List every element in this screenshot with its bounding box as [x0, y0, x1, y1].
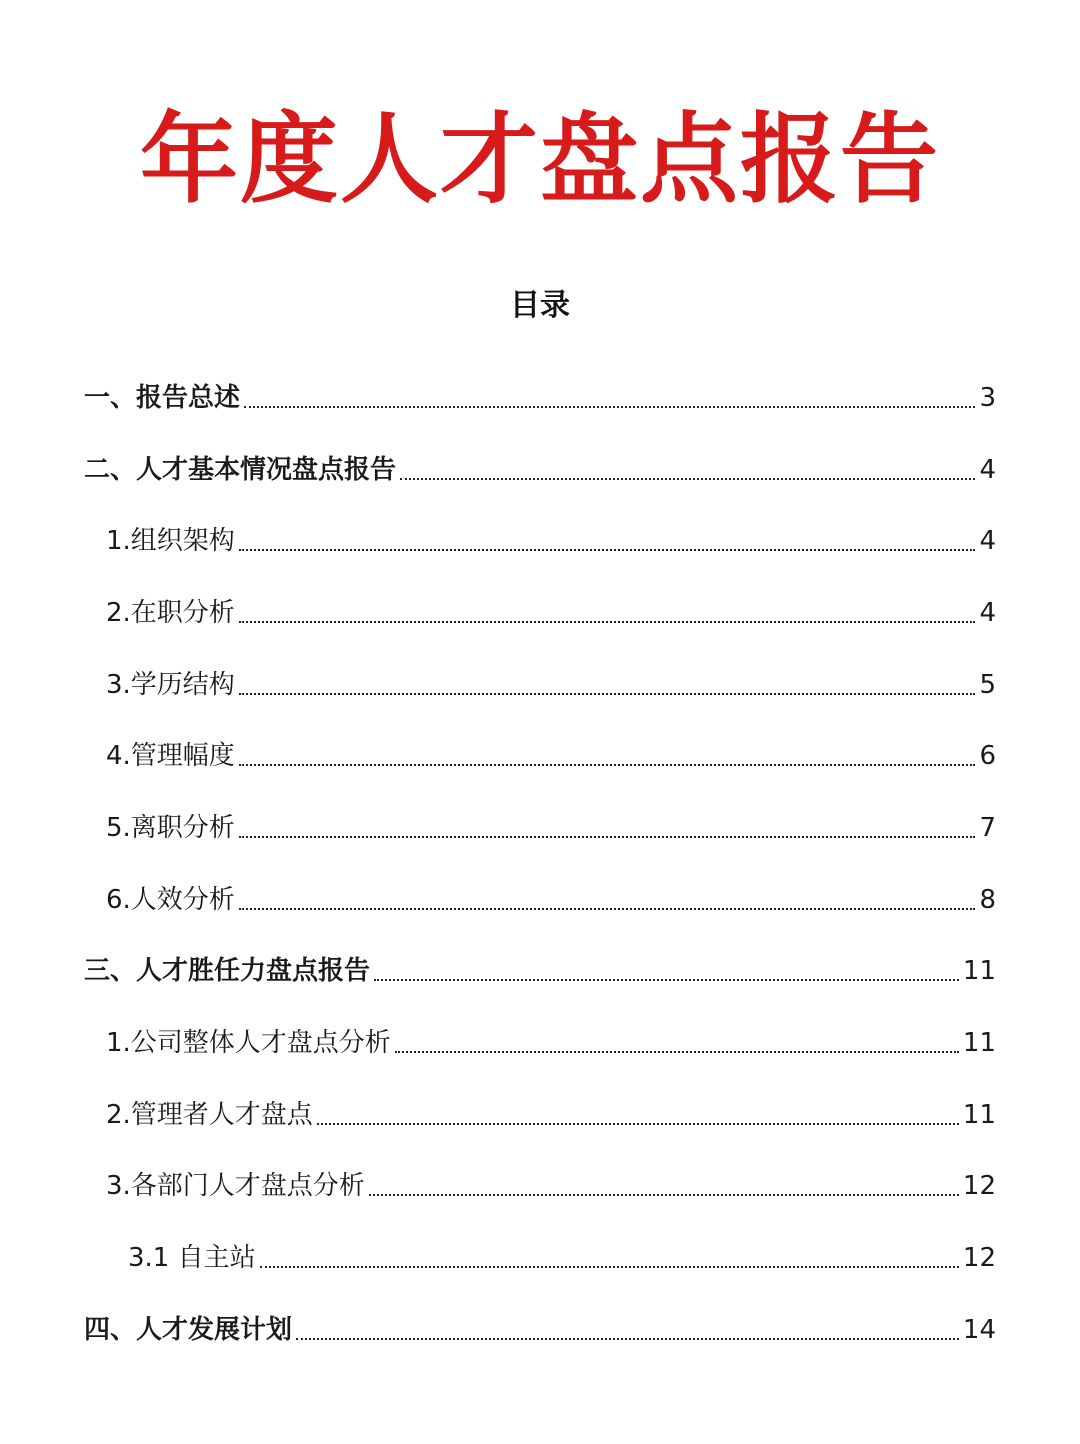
toc-entry-page: 5 [979, 670, 996, 700]
toc-entry-label: 四、人才发展计划 [84, 1315, 293, 1345]
toc-entry[interactable] [106, 661, 996, 705]
toc-entry[interactable] [106, 1019, 996, 1063]
toc-dot-leader [400, 477, 975, 480]
toc-dot-leader [395, 1050, 959, 1053]
toc-entry-page: 8 [979, 885, 996, 915]
toc-entry-label: 一、报告总述 [84, 383, 241, 413]
toc-entry-page: 12 [962, 1243, 996, 1273]
toc-entry-label: 4.管理幅度 [106, 741, 235, 771]
toc-entry[interactable] [106, 517, 996, 561]
toc-entry-page: 11 [962, 1028, 996, 1058]
toc-entry[interactable] [106, 589, 996, 633]
toc-entry-label: 5.离职分析 [106, 813, 235, 843]
toc-heading: 目录 [510, 288, 570, 323]
toc-entry-label: 1.公司整体人才盘点分析 [106, 1028, 391, 1058]
toc-dot-leader [239, 835, 976, 838]
toc-entry[interactable] [106, 804, 996, 848]
toc-dot-leader [239, 548, 976, 551]
toc-entry[interactable] [84, 1306, 996, 1350]
toc-dot-leader [239, 907, 976, 910]
toc-dot-leader [374, 978, 959, 981]
toc-entry-label: 1.组织架构 [106, 526, 235, 556]
toc-dot-leader [369, 1193, 959, 1196]
toc-entry-page: 3 [979, 383, 996, 413]
toc-entry-label: 6.人效分析 [106, 885, 235, 915]
toc-entry-page: 11 [962, 1100, 996, 1130]
toc-entry-label: 2.在职分析 [106, 598, 235, 628]
toc-entry-label: 3.1 自主站 [128, 1243, 256, 1273]
toc-entry-page: 6 [979, 741, 996, 771]
toc-entry[interactable] [106, 876, 996, 920]
toc-entry[interactable] [128, 1234, 996, 1278]
toc-entry-label: 2.管理者人才盘点 [106, 1100, 313, 1130]
toc-entry-label: 3.学历结构 [106, 670, 235, 700]
toc-entry-label: 三、人才胜任力盘点报告 [84, 956, 371, 986]
toc-entry-page: 4 [979, 455, 996, 485]
toc-entry-page: 12 [962, 1171, 996, 1201]
toc-entry[interactable] [106, 732, 996, 776]
toc-entry-page: 14 [962, 1315, 996, 1345]
toc-entry-page: 4 [979, 598, 996, 628]
toc-entry[interactable] [84, 446, 996, 490]
toc-entry-label: 二、人才基本情况盘点报告 [84, 455, 397, 485]
document-title: 年度人才盘点报告 [139, 103, 940, 217]
toc-dot-leader [244, 405, 975, 408]
toc-dot-leader [317, 1122, 959, 1125]
toc-dot-leader [239, 763, 976, 766]
toc-entry[interactable] [84, 374, 996, 418]
toc-dot-leader [296, 1337, 959, 1340]
toc-entry-page: 11 [962, 956, 996, 986]
toc-entry[interactable] [106, 1162, 996, 1206]
toc-dot-leader [239, 620, 976, 623]
toc-dot-leader [260, 1265, 959, 1268]
toc-entry-page: 7 [979, 813, 996, 843]
toc-dot-leader [239, 692, 976, 695]
toc-entry[interactable] [106, 1091, 996, 1135]
toc-entry-page: 4 [979, 526, 996, 556]
toc-entry-label: 3.各部门人才盘点分析 [106, 1171, 365, 1201]
toc-entry[interactable] [84, 947, 996, 991]
